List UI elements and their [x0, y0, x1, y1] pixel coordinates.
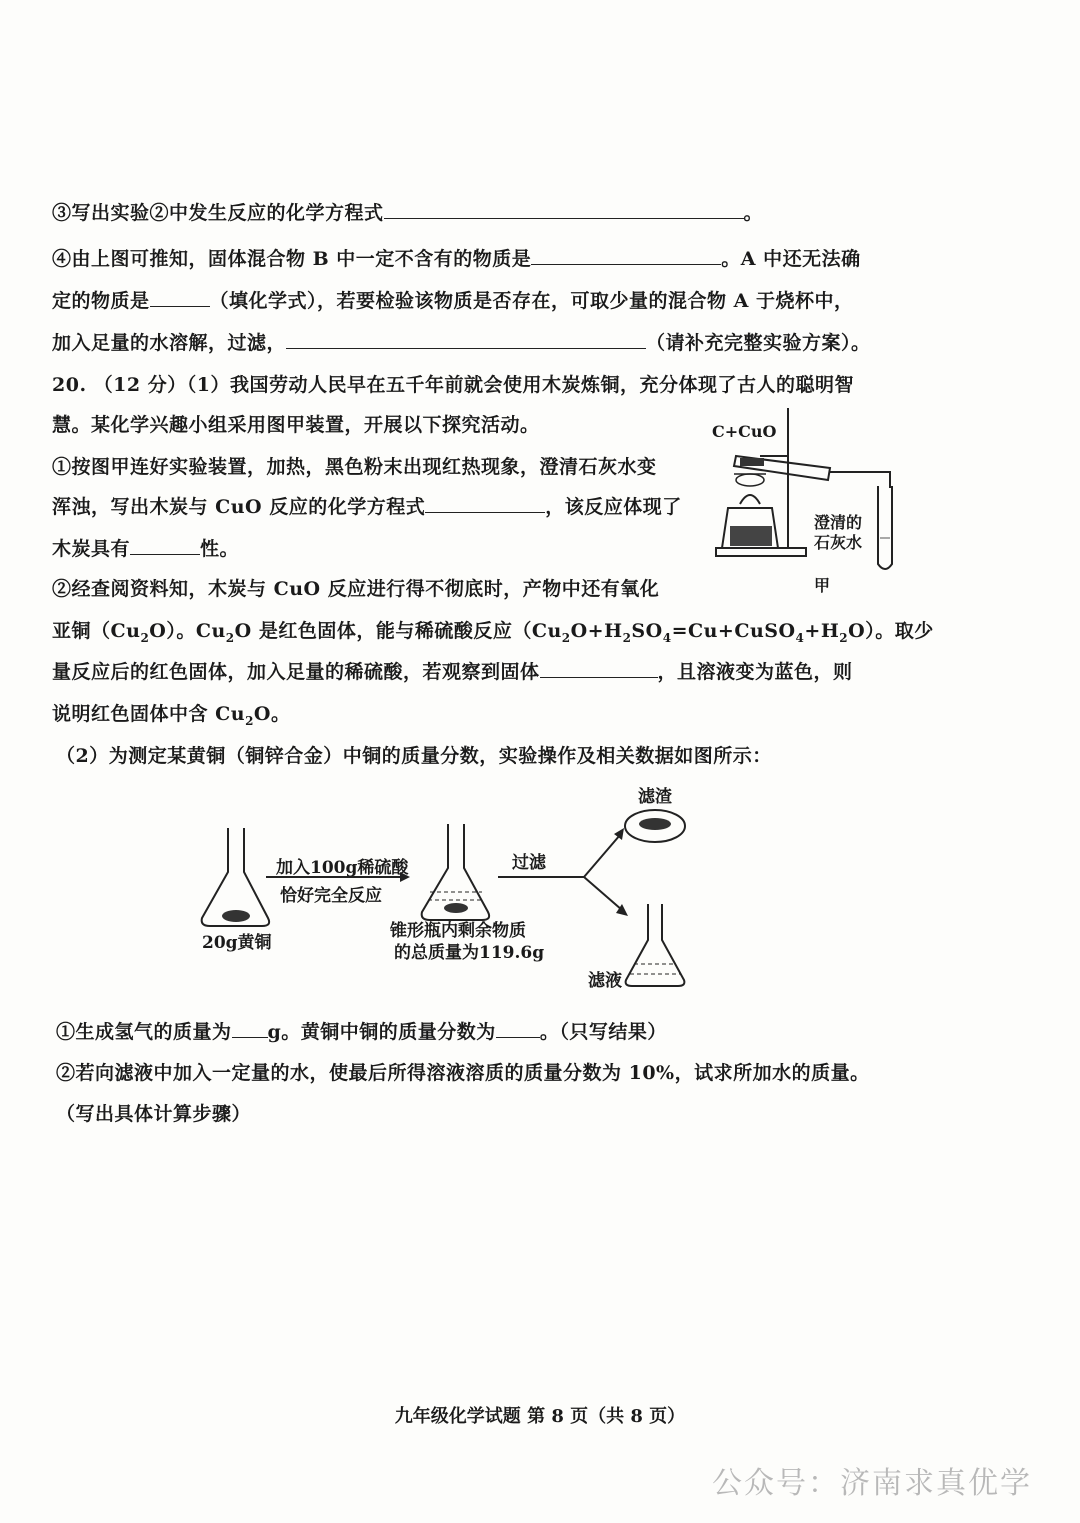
answer-blank [130, 536, 200, 555]
q20-p2-line3: 量反应后的红色固体，加入足量的稀硫酸，若观察到固体 ，且溶液变为蓝色，则 [52, 661, 853, 683]
q20-p2-line1: ②经查阅资料知，木炭与 CuO 反应进行得不彻底时，产物中还有氧化 [52, 578, 660, 600]
q20-p2-line4: 说明红色固体中含 $Cu_2O$。 [52, 703, 291, 728]
figure-caption: 甲 [814, 576, 831, 595]
answer-blank [496, 1019, 540, 1038]
watermark: 公众号：济南求真优学 [712, 1466, 1032, 1501]
label-arrow1-bottom: 恰好完全反应 [280, 886, 382, 906]
answer-blank [384, 200, 744, 219]
label-residue: 滤渣 [638, 787, 672, 807]
answer-blank [150, 288, 210, 307]
q20-p1-line1: ①按图甲连好实验装置，加热，黑色粉末出现红热现象，澄清石灰水变 [52, 456, 657, 478]
label-limewater-1: 澄清的 [814, 513, 863, 532]
label-arrow1-top: 加入100g稀硫酸 [276, 858, 409, 878]
q20-intro-line2: 慧。某化学兴趣小组采用图甲装置，开展以下探究活动。 [52, 414, 540, 436]
label-flask2-line2: 的总质量为119.6g [394, 943, 545, 963]
q20-intro-line1: 20. （12 分）（1）我国劳动人民早在五千年前就会使用木炭炼铜，充分体现了古人的聪明智 [52, 374, 854, 396]
label-filtrate: 滤液 [588, 971, 622, 991]
q19-line4: ④由上图可推知，固体混合物 B 中一定不含有的物质是 。A 中还无法确 [52, 248, 861, 270]
answer-blank [286, 330, 646, 349]
q20-answer1: ①生成氢气的质量为 g。黄铜中铜的质量分数为 。（只写结果） [56, 1021, 667, 1043]
label-flask2-line1: 锥形瓶内剩余物质 [390, 921, 526, 941]
page-footer: 九年级化学试题 第 8 页（共 8 页） [394, 1406, 686, 1427]
label-flask1: 20g黄铜 [202, 933, 272, 953]
answer-blank [531, 246, 721, 265]
q20-answer3: （写出具体计算步骤） [56, 1103, 252, 1125]
label-arrow2: 过滤 [512, 853, 546, 873]
q20-p1-line2: 浑浊，写出木炭与 CuO 反应的化学方程式 ，该反应体现了 [52, 496, 682, 518]
q19-line6: 加入足量的水溶解，过滤， （请补充完整实验方案）。 [52, 332, 871, 354]
q20-p1-line3: 木炭具有 性。 [52, 538, 240, 560]
q20-part2-intro: （2）为测定某黄铜（铜锌合金）中铜的质量分数，实验操作及相关数据如图所示： [56, 745, 772, 767]
answer-blank [232, 1019, 268, 1038]
label-reactant: C+CuO [712, 422, 777, 441]
q20-answer2: ②若向滤液中加入一定量的水，使最后所得溶液溶质的质量分数为 10%，试求所加水的质量。 [56, 1062, 870, 1084]
figure-jia [700, 408, 920, 608]
answer-blank [425, 494, 545, 513]
q20-p2-line2: 亚铜$(Cu_2O)$。$Cu_2O$ 是红色固体，能与稀硫酸反应$(Cu_2O+H_2SO_4=Cu+CuSO_4+H_2O)$。取少 [52, 620, 934, 645]
q19-line5: 定的物质是 （填化学式），若要检验该物质是否存在，可取少量的混合物 A 于烧杯中， [52, 290, 854, 312]
flow-diagram [190, 780, 730, 995]
q19-line3: ③写出实验②中发生反应的化学方程式 。 [52, 202, 764, 224]
answer-blank [540, 659, 658, 678]
label-limewater-2: 石灰水 [814, 533, 863, 552]
